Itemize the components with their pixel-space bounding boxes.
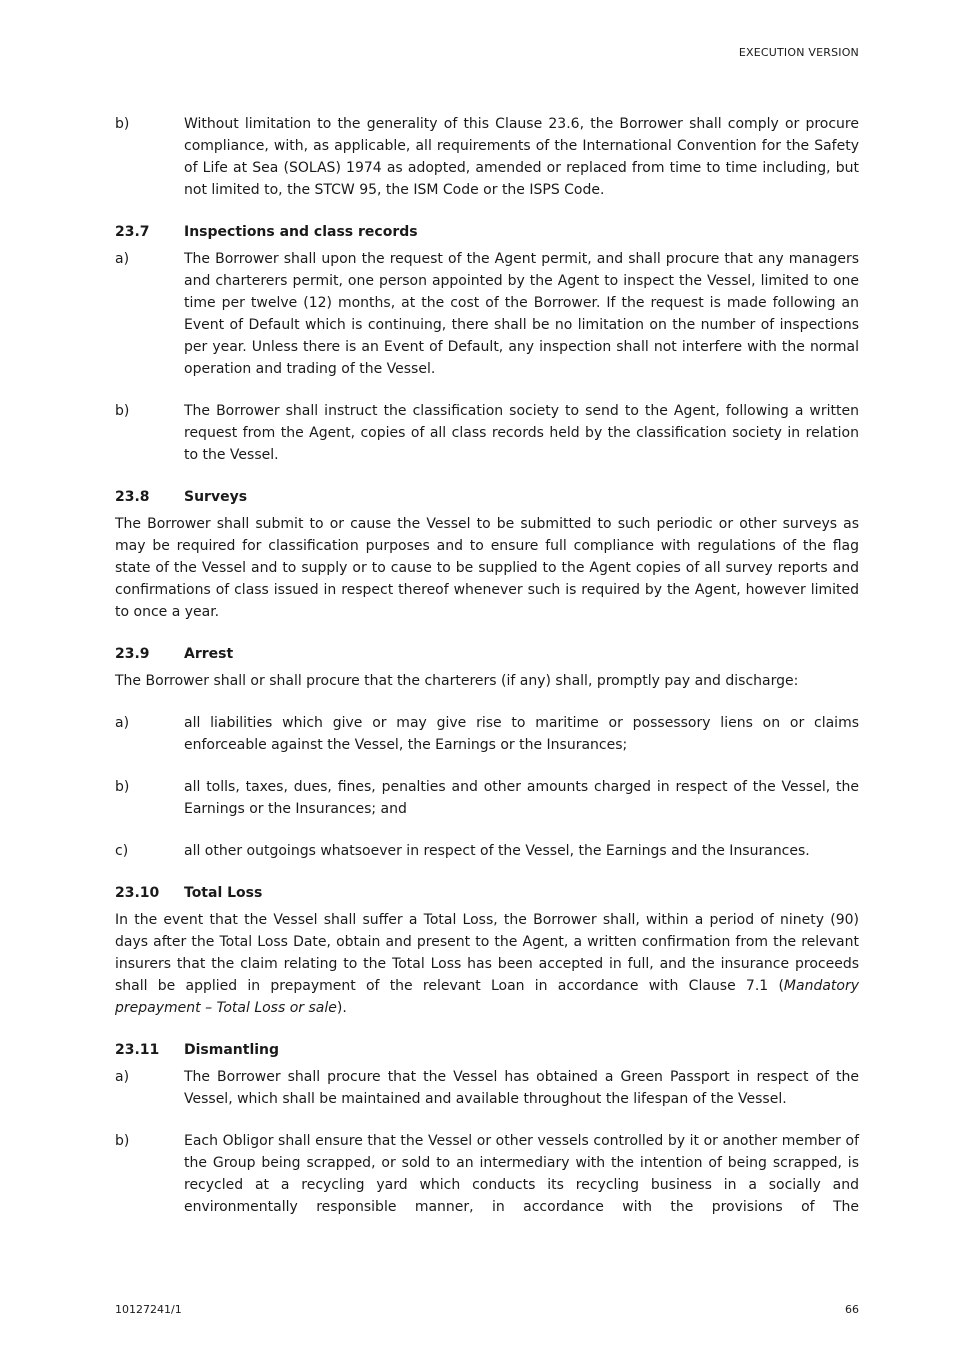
heading-23-10 xyxy=(115,882,859,904)
text-part: ). xyxy=(336,1000,347,1016)
item-label: a) xyxy=(115,251,130,267)
item-text: The Borrower shall upon the request of the Agent permit, and shall procure that any managers and charterers permit, one person appointed by the Agent to inspect the Vessel, limited to one time per twelve (12) months, at the cost of the Borrower. If the request is made following an Event of Default which is continuing, there shall be no limitation on the number of inspections per year. Unless there is an Event of Default, any inspection shall not interfere with the normal operation and trading of the Vessel. xyxy=(184,251,859,377)
section-title: Inspections and class records xyxy=(184,224,418,240)
clause-23-11-b xyxy=(115,1130,859,1218)
heading-23-7 xyxy=(115,221,859,243)
section-number: 23.10 xyxy=(115,885,160,901)
clause-reference-italic: Mandatory prepayment – Total Loss or sale xyxy=(115,978,859,1016)
item-label: b) xyxy=(115,1133,130,1149)
section-title: Total Loss xyxy=(184,885,263,901)
item-label: b) xyxy=(115,116,130,132)
clause-23-7-a xyxy=(115,248,859,380)
section-number: 23.8 xyxy=(115,489,150,505)
section-title: Arrest xyxy=(184,646,234,662)
clause-23-9-text: The Borrower shall or shall procure that the charterers (if any) shall, promptly pay and discharge: xyxy=(115,673,799,689)
section-title: Surveys xyxy=(184,489,248,505)
section-title: Dismantling xyxy=(184,1042,280,1058)
clause-23-9-c xyxy=(115,840,859,862)
item-text: The Borrower shall instruct the classification society to send to the Agent, following a written request from the Agent, copies of all class records held by the classification society in relation to the Vessel. xyxy=(184,403,859,463)
item-text: all tolls, taxes, dues, fines, penalties and other amounts charged in respect of the Vessel, the Earnings or the Insurances; and xyxy=(184,779,859,817)
heading-23-9 xyxy=(115,643,859,665)
document-id: 10127241/1 xyxy=(115,1303,182,1316)
document-body xyxy=(115,113,859,1238)
clause-23-6-b xyxy=(115,113,859,201)
item-text: Each Obligor shall ensure that the Vessel or other vessels controlled by it or another member of the Group being scrapped, or sold to an intermediary with the intention of being scrapped, is recycled at a recycling yard which conducts its recycling business in a socially and environmentally responsible manner, in accordance with the provisions of The xyxy=(184,1133,859,1215)
text-part: In the event that the Vessel shall suffer a Total Loss, the Borrower shall, within a period of ninety (90) days after the Total Loss Date, obtain and present to the Agent, a written confirmation from the relevant insurers that the claim relating to the Total Loss has been accepted in full, and the insurance proceeds shall be applied in prepayment of the relevant Loan in accordance with Clause 7.1 ( xyxy=(115,912,859,994)
item-text: The Borrower shall procure that the Vessel has obtained a Green Passport in respect of the Vessel, which shall be maintained and available throughout the lifespan of the Vessel. xyxy=(184,1069,859,1107)
item-text: Without limitation to the generality of this Clause 23.6, the Borrower shall comply or procure compliance, with, as applicable, all requirements of the International Convention for the Safety of Life at Sea (SOLAS) 1974 as adopted, amended or replaced from time to time including, but not limited to, the STCW 95, the ISM Code or the ISPS Code. xyxy=(184,116,859,198)
clause-23-9-a xyxy=(115,712,859,756)
clause-23-8-text: The Borrower shall submit to or cause the Vessel to be submitted to such periodic or other surveys as may be required for classification purposes and to ensure full compliance with regulations of the flag state of the Vessel and to supply or to cause to be supplied to the Agent copies of all survey reports and confirmations of class issued in respect thereof whenever such is required by the Agent, however limited to once a year. xyxy=(115,516,859,620)
section-number: 23.9 xyxy=(115,646,150,662)
clause-23-11-a xyxy=(115,1066,859,1110)
clause-23-7-b xyxy=(115,400,859,466)
item-text: all other outgoings whatsoever in respect of the Vessel, the Earnings and the Insurances. xyxy=(184,843,810,859)
heading-23-8 xyxy=(115,486,859,508)
item-label: a) xyxy=(115,715,130,731)
item-text: all liabilities which give or may give rise to maritime or possessory liens on or claims enforceable against the Vessel, the Earnings or the Insurances; xyxy=(184,715,859,753)
page-header: EXECUTION VERSION xyxy=(738,46,859,59)
item-label: a) xyxy=(115,1069,130,1085)
item-label: b) xyxy=(115,779,130,795)
clause-23-10-text xyxy=(115,909,859,1019)
heading-23-11 xyxy=(115,1039,859,1061)
item-label: c) xyxy=(115,843,129,859)
item-label: b) xyxy=(115,403,130,419)
section-number: 23.7 xyxy=(115,224,150,240)
clause-23-9-b xyxy=(115,776,859,820)
section-number: 23.11 xyxy=(115,1042,160,1058)
page-number: 66 xyxy=(845,1303,859,1316)
